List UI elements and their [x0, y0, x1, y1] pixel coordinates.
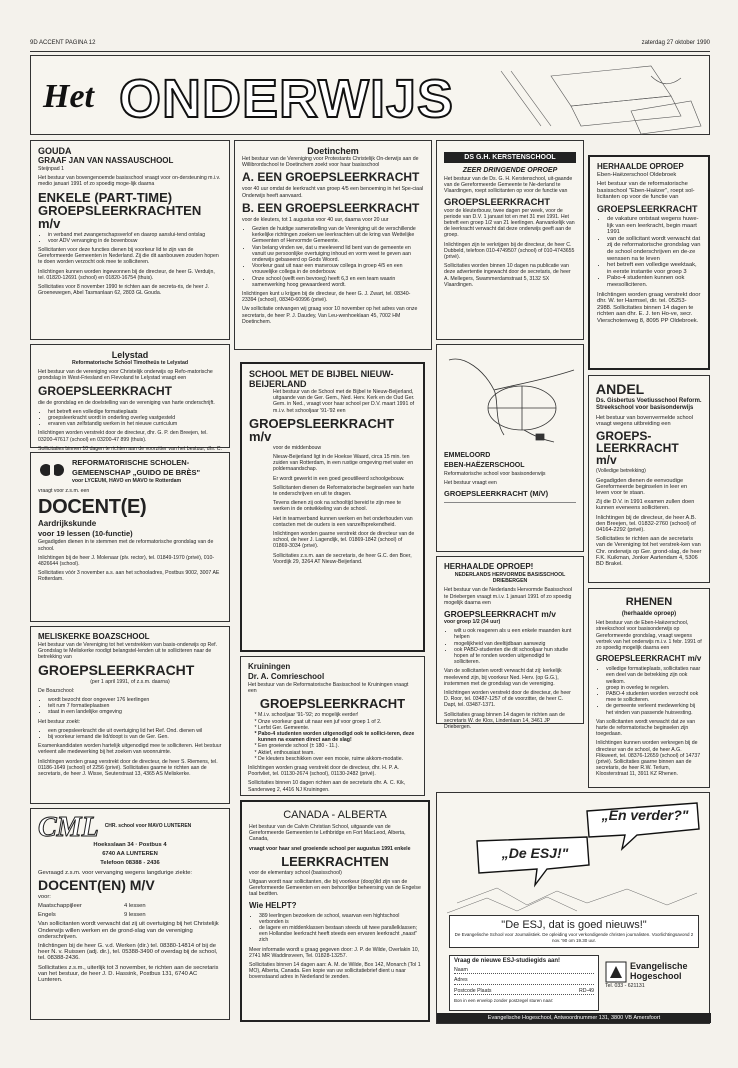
ad-bijbel-p7: Sollicitaties z.s.m. aan de secretaris, de heer G.C. den Boer, Voordijk 29, 3264 AT Nieuw-Beijerland.	[273, 552, 412, 565]
ad-oldebroek	[588, 155, 710, 370]
ad-cml-lunteren	[30, 808, 230, 1020]
ad-driebergen-intro: Het bestuur van de Nederlands Hervormde Basisschool te Driebergen vraagt m.i.v. 1 januari 1991 of zo spoedig mogelijk daarna een	[444, 587, 573, 606]
ad-guido-de-bres	[30, 452, 230, 622]
list-item: • wilt u ook reageren als u een enkele maanden kunt helpen	[454, 628, 576, 640]
ad-andel-p4: Sollicitaties te richten aan de secretaris van de Vereniging tot het verstrek-ken van Chr. onderwijs op Ger. grond-slag, de heer F.K. Kuikman, Jonker Aartendam 4, 5306 BD Brakel.	[596, 536, 702, 568]
subject-count: 4 lessen	[124, 903, 146, 910]
ad-kersten-title: GROEPSLEERKRACHT	[444, 196, 551, 208]
emmeloord-fine-print	[444, 502, 576, 533]
ad-guido-subject: Aardrijkskunde	[38, 519, 97, 529]
ad-lelystad-place: Lelystad	[111, 350, 149, 360]
ad-canada-sub: voor de elementary school (basisschool)	[249, 869, 342, 876]
ad-driebergen-role: GROEPSLEERKRACHT m/v	[444, 609, 556, 620]
ad-cml-name: CHR. school voor MAVO LUNTEREN	[104, 823, 192, 830]
ad-guido-sub: voor LYCEUM, HAVO en MAVO te Rotterdam	[72, 478, 182, 484]
list-item: * Pabo-4 studenten worden uitgenodigd ook te sollici-teren, deze kunnen na examen direct aan de slag!	[258, 731, 417, 743]
list-item: • de lagere en middenklassen bestaan steeds uit twee parallelklassen; een Hollandse leerkracht heeft steeds een ervaren leerkracht „naast" zich	[259, 925, 421, 944]
ad-emmeloord-role: GROEPSLEERKRACHT (M/V)	[444, 489, 549, 499]
ad-doetinchem-list	[252, 226, 424, 288]
esj-org2: Hogeschool	[630, 971, 682, 981]
list-item: • Onze school (welft een bevroeg) heeft 6,3 en een team waarin samenwerking hoog gewaardeerd wordt.	[252, 276, 424, 288]
ad-cml-p1: Van sollicitanten wordt verwacht dat zij uit overtuiging bij het Christelijk Onderwijs willen werken en de grond-slag van de vereniging onderschrijven.	[38, 921, 219, 940]
esj-logo-block	[605, 961, 705, 992]
ad-meliskerke-p2: Het bestuur zoekt:	[38, 718, 81, 725]
ad-kerstenschool	[436, 140, 584, 340]
ad-andel-p2: Zij die D.V. in 1991 examen zullen doen kunnen eveneens solliciteren.	[596, 499, 695, 512]
masthead	[30, 55, 710, 135]
ad-kersten-school: DS G.H. KERSTENSCHOOL	[444, 152, 576, 163]
list-item: • PABO-4 studenten worden verzocht ook mee te solliciteren.	[606, 691, 702, 703]
ad-meliskerke-list	[48, 697, 222, 716]
esj-mail: Bon in een envelop zonder postzegel sturen naar:	[454, 997, 554, 1003]
subject-name: Engels	[38, 912, 56, 919]
ad-canada-list	[259, 913, 421, 944]
gdb-logo-icon	[39, 461, 65, 479]
list-item: • in verband met zwangerschapsverlof en daarop aanslui-tend ontslag	[48, 232, 222, 238]
ad-driebergen-list	[454, 628, 576, 665]
ad-meliskerke-role: GROEPSLEERKRACHT	[38, 661, 195, 678]
emmeloord-map	[444, 350, 578, 446]
list-item: • Van belang vinden we, dat u meelevend lid bent van de gemeente en vanuit uw persoonlijke overtuiging inhoud en vorm weet te geven aan onderwijs gebaseerd op Gods Woord.	[252, 245, 424, 264]
list-item: * Aktief, enthousiast team.	[258, 750, 417, 756]
ad-lelystad-school: Reformatorische School Timotheüs te Lelystad	[71, 360, 189, 366]
ad-bijbel-title: SCHOOL MET DE BIJBEL NIEUW-BEIJERLAND	[249, 369, 394, 389]
ad-doetinchem-body1: Inlichtingen kunt u krijgen bij de directeur, de heer G. J. Zwart, tel. 08340-23394 (school), 08340-60996 (privé).	[242, 291, 411, 304]
list-item: • Pabo-4 studenten kunnen ook meesolliciteren.	[607, 275, 701, 288]
list-item: • groep in overleg te regelen.	[606, 685, 702, 691]
ad-kruiningen-list	[258, 712, 417, 762]
ad-oldebroek-body: Inlichtingen worden graag verstrekt door dhr. W. ter Harmsel, dir. tel. 05253-2988. Sollicitaties binnen 14 dagen te richten aan dhr. E. J. ten Ho-ve, secr. Vierschotenweg 8, 8095 PP Oldebroek.	[597, 291, 701, 324]
list-item: • de gemeente verleent medewerking bij het vinden van passende huisvesting.	[606, 703, 702, 715]
ad-lelystad-body2: Sollicitaties binnen 10 dagen te richten aan de voorzitter van het bestuur, dhr. C.	[38, 445, 222, 452]
subject-row	[38, 912, 222, 918]
ad-gouda	[30, 140, 230, 340]
ad-driebergen-school: NEDERLANDS HERVORMDE BASISSCHOOL DRIEBERGEN	[454, 572, 566, 585]
ad-lelystad-intro: Het bestuur van de vereniging voor Christelijk onderwijs op Refo-matorische grondslag in West-Friesland en Flevoland te Lelystad vraagt een	[38, 369, 213, 382]
list-item: • wordt bezocht door ongeveer 176 leerlingen	[48, 697, 222, 703]
ad-gouda-body2: Inlichtingen kunnen worden ingewonnen bij de directeur, de heer G. Verduijn, tel. 01820-12691 (school) en 01820-16754 (thuis).	[38, 268, 215, 281]
ad-guido-name: REFORMATORISCHE SCHOLEN-GEMEENSCHAP „GUIDO DE BRÈS"	[72, 458, 201, 477]
ad-cml-addr2: 6740 AA LUNTEREN	[102, 851, 158, 858]
ad-doetinchem-text-a: voor 40 uur omdat de leerkracht van groep 4/5 een benoeming in het Spe-ciaal Onderwijs heeft aanvaard.	[242, 186, 424, 199]
ad-oldebroek-school: Eben-Haëzerschool Oldebroek	[597, 172, 677, 178]
cml-logo: CML	[38, 812, 99, 843]
ad-emmeloord-label3: Reformatorische school voor basisonderwijs	[444, 471, 546, 477]
ad-meliskerke-p4: Inlichtingen worden graag verstrekt door de directeur, de heer S. Riemens, tel. 01186-1649 (school) of 2256 (privé). Sollicitaties gaarne te richten aan de secretaris, de heer J. Wisse, Seuterstraat 13, 4365 AS Meliskerke.	[38, 758, 218, 778]
ad-meliskerke	[30, 626, 230, 804]
ad-gouda-address: Steijnpad 1	[38, 166, 64, 172]
ad-doetinchem-text-b: voor de kleuters, tot 1 augustus voor 40 uur, daarna voor 20 uur	[242, 216, 389, 223]
ad-canada-role: LEERKRACHTEN	[281, 853, 389, 869]
list-item: • voor ADV vervanging in de bovenbouw	[48, 238, 222, 244]
ad-guido-body1: Gegadigden dienen in te stemmen met de reformatorische grondslag van de school.	[38, 539, 214, 552]
ad-canada	[240, 800, 430, 1022]
page-header	[30, 40, 710, 50]
list-item: • mogelijkheid van deeltijdbaan aanwezig	[454, 641, 576, 647]
ad-gouda-body3: Sollicitaties voor 8 november 1990 te richten aan de secreta-ris, de heer J. Groenewegen, Abel Tasmanlaan 62, 2803 GL Gouda.	[38, 284, 209, 297]
coupon-field-row	[454, 988, 594, 995]
ad-guido-asks: vraagt voor z.s.m. een	[38, 488, 90, 495]
ad-guido-body3: Sollicitaties vóór 3 november a.s. aan het schooladres, Postbus 9002, 3007 AE Rotterdam.	[38, 570, 220, 583]
list-item: • staat in een landelijke omgeving	[48, 709, 222, 715]
ad-oldebroek-role: GROEPSLEERKRACHT	[597, 203, 698, 214]
ad-lelystad-list	[48, 409, 222, 428]
esj-fine: De Evangelische School voor Journalistiek. De opleiding voor verkondigende christen journalisten. Voorlichtingsavond 2 nov. '90 om 19.30 uur.	[454, 932, 694, 944]
ad-cml-intro: Gevraagd z.s.m. voor vervanging wegens langdurige ziekte:	[38, 869, 193, 876]
esj-org1: Evangelische	[630, 961, 688, 971]
ad-andel	[588, 375, 710, 583]
ad-cml-p3: Sollicitaties z.s.m., uiterlijk tot 3 november, te richten aan de secretaris van het bestuur, de heer J. D. Hassink, Postbus 131, 6740 AC Lunteren.	[38, 964, 219, 984]
ad-cml-phone: Telefoon 08388 - 2436	[100, 860, 160, 867]
list-item: • ervaren van zelfstandig werken in het nieuwe curriculum	[48, 421, 222, 427]
ad-canada-p2: Meer informatie wordt u graag gegeven door: J. P. de Wilde, Overlakin 10, 2741 MR Waddinxveen, Tel. 01828-13257.	[249, 946, 420, 959]
ad-lelystad-sub: die de grondslag en de doelstelling van de vereniging van harte onderschrijft.	[38, 399, 215, 406]
page-date: zaterdag 27 oktober 1990	[641, 40, 710, 46]
ad-kruiningen-role: GROEPSLEERKRACHT	[259, 696, 406, 712]
ad-cml-addr1: Hoeksslaan 34 · Postbus 4	[93, 842, 167, 848]
ad-rhenen-p1: Van sollicitanten wordt verwacht dat ze van harte de reformatorische beginselen zijn toegedaan.	[596, 718, 696, 738]
list-item: * Lerfst Ger. Gemeente.	[258, 725, 417, 731]
esj-bubble2: „De ESJ!"	[501, 845, 569, 861]
list-item: • Voorkeur gaat uit naar een manvrouw collega in groep 4/5 en een vrouwelijke collega in de onderbouw.	[252, 263, 424, 275]
list-item: • volledige formatieplaats, sollicitaties naar een deel van de betrekking zijn ook welkom.	[606, 666, 702, 685]
ad-oldebroek-intro: Het bestuur van de reformatorische basisschool "Eben-Haëzer", roept sol-licitanten op voor de functie van	[597, 181, 695, 201]
ad-canada-intro: Het bestuur van de Calvin Christian School, uitgaande van de Gereformeerde Gemeenten te Lethbridge en Fort MacLeod, Alberta, Canada,	[249, 824, 406, 843]
ad-andel-p3: Inlichtingen bij de directeur, de heer A.B. den Breejen, tel. 01832-2760 (school) of 04164-2292 (privé).	[596, 514, 697, 534]
ad-doetinchem-intro: Het bestuur van de Vereniging voor Protestants Christelijk On-derwijs aan de Willibrordschool te Doetinchem zoekt voor haar basisschool	[242, 156, 419, 169]
ad-meliskerke-p3: Examenkandidaten worden hartelijk uitgenodigd mee te solliciteren. Het bestuur verleent alle medewerking bij het zoeken van woonruimte.	[38, 743, 222, 756]
list-item: • van de sollicitant wordt verwacht dat zij de reformatorische grondslag van de school onderschrijven en de-ze wenssen na te leven	[607, 236, 701, 262]
ad-andel-sub: (Volledige betrekking)	[596, 468, 646, 475]
ad-andel-intro: Het bestuur van bovenvermelde school vraagt wegens uitbreiding een	[596, 415, 694, 428]
esj-slogan-box	[449, 915, 699, 948]
header-rule	[30, 51, 710, 52]
ad-bijbel-role: GROEPSLEERKRACHT m/v	[249, 415, 395, 444]
ad-emmeloord	[436, 344, 584, 552]
ad-bijbel-p3: Sollicitanten dienen de Reformatorische beginselen van harte te onderschrijven en uit te dragen.	[273, 484, 415, 498]
list-item: • het betreft een volledige weektaak, in eerste instantie voor groep 3	[607, 262, 701, 275]
ad-kersten-intro: Het bestuur van de Ds. G. H. Kerstenschool, uit-gaande van de Gereformeerde Gemeente te Ne-derland te Vlaardingen, roept sollicitanten op voor de functie van	[444, 176, 573, 195]
ad-gouda-school: GRAAF JAN VAN NASSAUSCHOOL	[38, 156, 174, 165]
ad-driebergen-sub: voor groep 1/2 (34 uur)	[444, 619, 501, 626]
ad-rhenen-p2: Inlichtingen kunnen worden verkregen bij de directeur van de school, de heer A.G. Flikweert, tel. 08376-12659 (school) of 14737 (privé). Sollicitaties gaarne binnen aan de secretaris, de heer R.W. Terlum, Kloosterstraat 11, 3911 KZ Rhenen.	[596, 740, 701, 778]
ad-bijbel-p4: Tevens dienen zij ook na schooltijd bereid te zijn mee te werken in de ontwikkeling van de school.	[273, 500, 402, 513]
ad-meliskerke-intro: Het bestuur van de Vereniging tot het verstrekken van basis-onderwijs op Ref. Grondslag te Meliskerke roodigt belangstel-lenden uit te solliciteren naar de betrekking van	[38, 642, 218, 661]
page-ref: 9D ACCENT PAGINA 12	[30, 40, 96, 46]
ad-oldebroek-title: HERHAALDE OPROEP	[597, 162, 684, 171]
list-item: * Onze voorkeur gaat uit naar een juf voor groep 1 of 2.	[258, 719, 417, 725]
ad-andel-school: Ds. Gisbertus Voetiusschool Reform. Streekschool voor basisonderwijs	[596, 398, 702, 411]
ad-canada-title: CANADA - ALBERTA	[283, 809, 387, 821]
ad-andel-title: ANDEL	[596, 381, 645, 397]
ad-cml-p2: Inlichtingen bij de heer G. v.d. Werken (dir.) tel. 08380-14814 of bij de heer N. v. Ruissen (adj. dir.), tel. 05388-3490 of overdag bij de school, tel. 08388-2436.	[38, 943, 218, 962]
ad-guido-hours: voor 19 lessen (10-functie)	[38, 529, 133, 539]
ad-bijbel-p2: Er wordt gewerkt in een goed geoutilleerd schoolgebouw.	[273, 475, 405, 482]
coupon-field[interactable]: Postcode Plaats	[454, 987, 492, 994]
esj-coupon	[449, 955, 599, 1011]
ad-doetinchem-title-a: A. EEN GROEPSLEERKRACHT	[242, 170, 420, 185]
ad-emmeloord-label2: EBEN-HAËZERSCHOOL	[444, 462, 525, 469]
ad-lelystad-body1: Inlichtingen worden verstrekt door de directeur, dhr. G. P. den Breejen, tel. 03200-47617 (school) en 03200-47 899 (thuis).	[38, 430, 208, 443]
ad-andel-role: GROEPS-LEERKRACHT m/v	[596, 429, 679, 468]
list-item: * M.i.v. schooljaar '91-'92; zo mogelijk eerder!	[258, 712, 417, 718]
esj-bubble1: „En verder?"	[601, 807, 689, 823]
esj-tel: Tel. 033 - 621131	[605, 983, 645, 989]
ad-lelystad	[30, 344, 230, 452]
subject-row	[38, 903, 222, 909]
ad-kruiningen-title: Kruiningen	[248, 662, 291, 671]
ad-cml-role: DOCENT(EN) M/V	[38, 876, 155, 893]
ad-rhenen-role: GROEPSLEERKRACHT m/v	[596, 654, 702, 664]
list-item: • telt rum 7 formatieplaatsen	[48, 703, 222, 709]
ad-driebergen	[436, 556, 584, 731]
list-item: • de vakature ontstaat wegens huwe-lijk van een leerkracht, begin maart 1991	[607, 216, 701, 236]
list-item: • ook PABO-studenten die dit schooljaar hun studie hopen af te ronden worden uitgenodigd te solliciteren.	[454, 647, 576, 666]
subject-name: Maatschappijleer	[38, 903, 82, 910]
coupon-field[interactable]: Naam	[454, 967, 594, 974]
ad-rhenen	[588, 588, 710, 788]
list-item: • Gezien de huidige samenstelling van de Vereniging uit de verschillende kerkelijke richtingen zoeken we leerkrachten uit de kring van Wettelijke Gemeenten of Hervormde Gemeente.	[252, 226, 424, 245]
ad-kruiningen-p2: Sollicitaties binnen 10 dagen richten aan de secretaris dhr. A. C. Kik, Sandenweg 2, 4416 NJ Kruiningen.	[248, 780, 406, 793]
ad-rhenen-list	[606, 666, 702, 716]
ad-emmeloord-label1: EMMELOORD	[444, 452, 491, 459]
esj-form-title: Vraag de nieuwe ESJ-studiegids aan!	[454, 958, 561, 964]
ad-oldebroek-list	[607, 216, 701, 289]
list-item: • 389 leerlingen bezoeken de school, waarvan een hightschool verbonden is	[259, 913, 421, 925]
ad-kersten-body3: Sollicitaties worden binnen 10 dagen na publicatie van deze advertentie ingewacht door de secretaris, de heer A. Mellegers, Swammerdamstraat 5, 3132 SX Vlaardingen.	[444, 263, 571, 288]
ad-rhenen-sub: (herhaalde oproep)	[621, 611, 677, 617]
coupon-field[interactable]: Adres	[454, 977, 594, 984]
esj-footer: Evangelische Hogeschool, Antwoordnummer 131, 3800 VB Amersfoort	[437, 1013, 711, 1023]
esj-code: RD-49	[579, 987, 594, 994]
masthead-title: ONDERWIJS	[119, 69, 455, 129]
list-item: • het betreft een volledige formatieplaats	[48, 409, 222, 415]
ad-kruiningen-school: Dr. A. Comrieschool	[248, 672, 325, 681]
ad-driebergen-p2: Inlichtingen worden verstrekt door de directeur, de heer D. Roor, tel. 03487-1257 of de voorzitter, de heer C. Dapt, tel. 03487-1371.	[444, 690, 571, 709]
ad-meliskerke-sub: (per 1 april 1991, of z.s.m. daarna)	[90, 678, 170, 685]
ad-doetinchem	[234, 140, 432, 350]
ad-rhenen-title: RHENEN	[625, 596, 673, 608]
list-item: * Een groeiende school (± 180 - 11.).	[258, 743, 417, 749]
ad-guido-body2: Inlichtingen bij de heer J. Molenaar (plv. rector), tel. 01849-1970 (privé), 010-4826644 (school).	[38, 554, 215, 568]
esj-logo-icon	[605, 961, 627, 983]
ad-meliskerke-list2	[48, 728, 222, 740]
ad-cml-voor: voor:	[38, 893, 51, 900]
ad-gouda-intro: Het bestuur van bovengenoemde basisschool vraagt voor on-dersteuning m.i.v. medio januari 1991 of zo spoedig moge-lijk daarna	[38, 175, 221, 188]
ad-emmeloord-asks: Het bestuur vraagt een	[444, 480, 497, 487]
masthead-het: Het	[43, 78, 94, 115]
subject-count: 9 lessen	[124, 912, 146, 919]
ad-kersten-urgent: ZEER DRINGENDE OPROEP	[462, 167, 558, 174]
ad-canada-p3: Sollicitaties binnen 14 dagen aan: A. M. de Wilde, Box 142, Monarch (Tol 1 MO), Alberta, Canada. Een kopie van uw sollicitatiebrief dient u naar bovenstaand adres in Nederland te zenden.	[249, 962, 421, 981]
ad-bijbel-p5: Het in teamverband kunnen werken en het onderhouden van contacten met de ouders is een vanzelfsprekendheid.	[273, 515, 413, 528]
ad-andel-p1: Gegadigden dienen de eenvoudige Gereformeerde beginselen in leer en leven voor te staan.	[596, 477, 688, 497]
ad-gouda-body1: Sollicitanten voor deze functies dienen bij voorkeur lid te zijn van de Gereformeerde Gemeenten in Nederland. Zij die dit aanbouwen zouden hopen te doen worden verzocht ook mee te solliciteren.	[38, 247, 219, 266]
ad-canada-asks: vraagt voor haar snel groeiende school per augustus 1991 enkele	[249, 845, 411, 852]
ad-kersten-body1: voor de kleuterbouw, twee dagen per week, voor de periode van D.V. 1 januari tot en met 31 mei 1991. Het betreft een groep 1/2 van 21 leerlingen. Aanvankelijk van de leerkracht verwacht dat deze onderwijs geeft aan de groep.	[444, 207, 575, 239]
ad-gouda-title: ENKELE (PART-TIME) GROEPSLEERKRACHTEN m/v	[38, 189, 202, 231]
ad-kruiningen-p1: Inlichtingen worden graag verstrekt door de directeur, dhr. H. P. A. Poortvliet, tel. 01130-2674 (school), 01130-2482 (privé).	[248, 765, 400, 778]
ad-meliskerke-title: MELISKERKE BOAZSCHOOL	[38, 632, 150, 641]
list-item: * De kleuters beschikken over een mooie, ruime akkom-modatie.	[258, 756, 417, 762]
ad-doetinchem-title-b: B. EEN GROEPSLEERKRACHT	[242, 200, 420, 215]
ad-bijbel-p1: Nieuw-Beijerland ligt in de Hoekse Waard, circa 15 min. ten zuiden van Rotterdam, in een rustige omgeving met water en poldernaandschap.	[273, 454, 414, 473]
ad-driebergen-p1: Van de sollicitanten wordt verwacht dat zij: kerkelijk meelevend zijn, bij voorkeur Ned. Herv. (op G.G.), instemmen met de grondslag van de vereniging.	[444, 668, 562, 687]
ad-doetinchem-body2: Uw sollicitatie ontvangen wij graag voor 10 november op het adres van onze secretaris, de heer P. J. Daudey, Van Leu-wenhoeklaan 45, 7002 HM Doetinchem.	[242, 306, 418, 325]
ad-gouda-list	[48, 232, 222, 244]
ad-canada-p1: Uitgaan wordt naar sollicitanten, die bij voorkeur (doop)lid zijn van de Gereformeerde Gemeenten en een behoorlijke beheersing van de Engelse taal bezitten.	[249, 879, 421, 898]
ad-bijbel-intro: Het bestuur van de School met de Bijbel te Nieuw-Beijerland, uitgaande van de Ger. Gem., Ned. Herv. Kerk en de Oud Ger. Gem. in Ned., vraagt voor haar school per D.V. maart 1991 of m.i.v. het schooljaar '91-'92 een	[273, 389, 415, 414]
ad-kersten-body2: Inlichtingen zijn te verkrijgen bij de directeur, de heer C. Dubbeld, telefoon 010-4749507 (school) of 010-4743655 (privé).	[444, 241, 575, 261]
ad-canada-help: Wie HELPT?	[249, 900, 297, 910]
ad-gouda-place: GOUDA	[38, 146, 72, 156]
ad-nieuw-beijerland	[240, 362, 425, 652]
ad-driebergen-title: HERHAALDE OPROEP!	[444, 562, 534, 571]
list-item: • groepsleerkracht wordt in onderling overleg vastgesteld	[48, 415, 222, 421]
list-item: • een groepsleerkracht die uit overtuiging lid het Ref. Ond. dienen wil	[48, 728, 222, 734]
ad-esj	[436, 792, 710, 1024]
ad-driebergen-p3: Sollicitaties graag binnen 14 dagen te richten aan de secretaris W. de Klos, Lindenlaan 14, 3461 JP Driebergen.	[444, 711, 565, 731]
ad-guido-title: DOCENT(E)	[38, 496, 147, 519]
ad-meliskerke-p1: De Boazschool:	[38, 687, 75, 694]
esj-slogan: "De ESJ, dat is goed nieuws!"	[501, 919, 647, 931]
ad-kruiningen-intro: Het bestuur van de Reformatorische Basisschool te Kruiningen vraagt een	[248, 682, 409, 695]
ad-bijbel-sub: voor de middenbouw	[273, 444, 322, 451]
ad-bijbel-p6: Inlichtingen worden gaarne verstrekt door de directeur van de school, de heer J. Lagendijk, tel. 01869-1842 (school) of 01869-3034 (privé).	[273, 531, 415, 550]
ad-rhenen-intro: Het bestuur van de Eben-Haëzerschool, streekschool voor basisonderwijs op Gereformeerde grondslag, vraagt wegens vertrek van het onderwijs m.i.v. 1 febr. 1991 of zo spoedig mogelijk daarna een	[596, 620, 702, 652]
ad-doetinchem-place: Doetinchem	[307, 146, 359, 156]
ad-lelystad-title: GROEPSLEERKRACHT	[38, 383, 173, 398]
ad-kruiningen	[240, 656, 425, 796]
list-item: • bij voorkeur iemand die lid/doopt is van de Ger. Gen.	[48, 734, 222, 740]
